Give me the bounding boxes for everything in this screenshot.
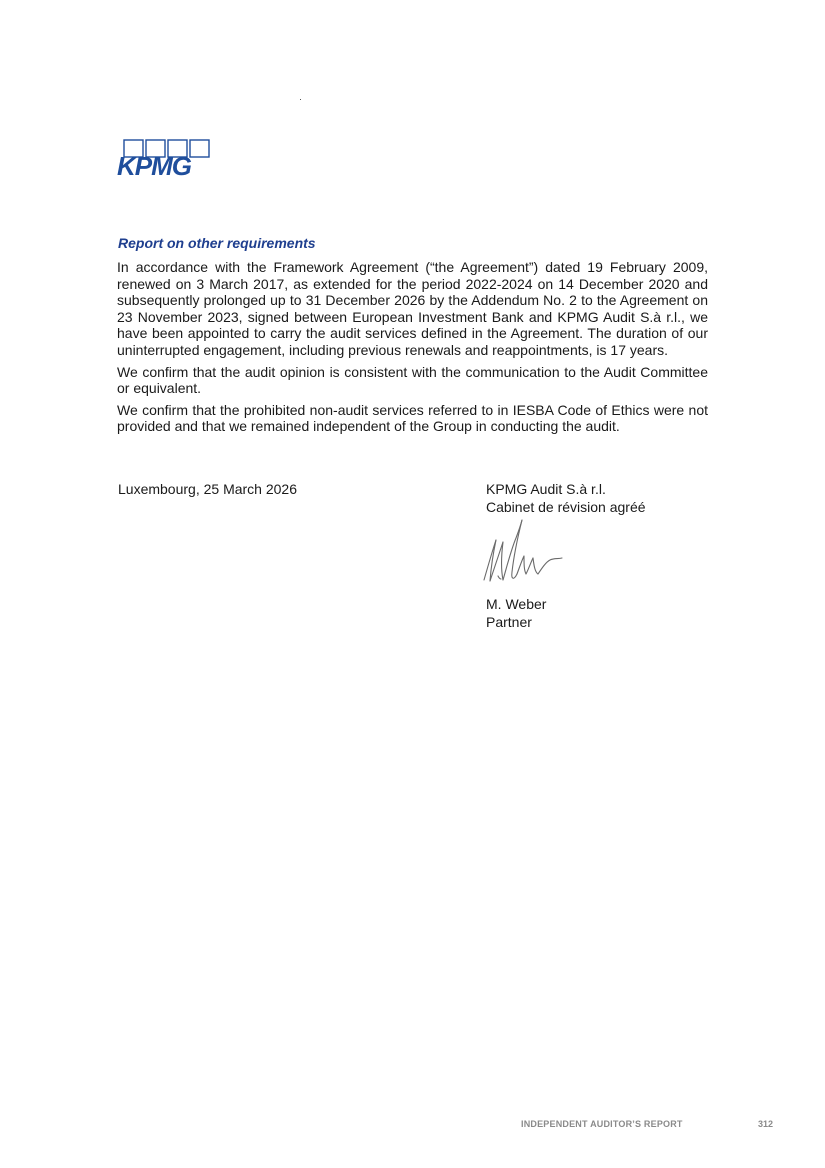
firm-name: KPMG Audit S.à r.l. <box>486 481 606 497</box>
footer-report-label: INDEPENDENT AUDITOR’S REPORT <box>521 1119 683 1129</box>
firm-subtitle: Cabinet de révision agréé <box>486 498 646 515</box>
firm-block <box>486 481 646 516</box>
paragraph-engagement: In accordance with the Framework Agreement (“the Agreement”) dated 19 February 2009, renewed on 3 March 2017, as extended for the period 2022-2024 on 14 December 2020 and subsequently prolonged up to 31 December 2026 by the Addendum No. 2 to the Agreement on 23 November 2023, signed between European Investment Bank and KPMG Audit S.à r.l., we have been appointed to carry the audit services defined in the Agreement. The duration of our uninterrupted engagement, including previous renewals and reappointments, is 17 years. <box>117 259 708 358</box>
page-number: 312 <box>758 1119 774 1129</box>
section-title: Report on other requirements <box>118 235 316 251</box>
signer-name: M. Weber <box>486 596 547 612</box>
kpmg-logo <box>116 139 212 179</box>
paragraph-non-audit-services: We confirm that the prohibited non-audit services referred to in IESBA Code of Ethics were not provided and that we remained independent of the Group in conducting the audit. <box>117 401 708 435</box>
signer-role: Partner <box>486 613 532 630</box>
logo-wordmark: KPMG <box>117 151 191 179</box>
signer-block <box>486 596 546 631</box>
paragraph-audit-opinion: We confirm that the audit opinion is consistent with the communication to the Audit Committee or equivalent. <box>117 363 708 397</box>
stray-dot <box>300 99 301 100</box>
place-and-date: Luxembourg, 25 March 2026 <box>118 481 297 497</box>
handwritten-signature <box>478 518 582 588</box>
body-text <box>117 259 708 440</box>
